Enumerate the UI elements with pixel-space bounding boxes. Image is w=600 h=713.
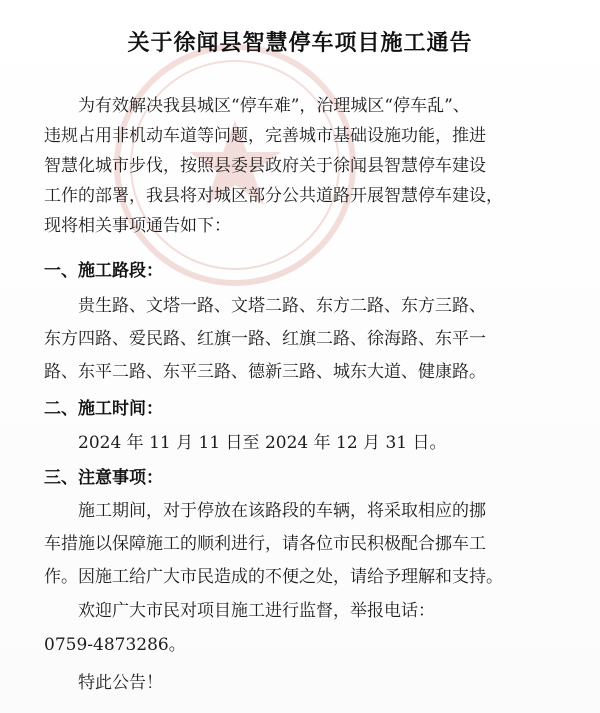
- section-heading-time: 二、施工时间：: [44, 399, 163, 419]
- roads-line: 路、东平二路、东平三路、德新三路、城东大道、健康路。: [44, 362, 486, 382]
- intro-line: 违规占用非机动车道等问题，完善城市基础设施功能，推进: [44, 126, 486, 146]
- section-heading-roads: 一、施工路段：: [44, 261, 163, 281]
- section-heading-notes: 三、注意事项：: [44, 468, 163, 488]
- supervise-line: 欢迎广大市民对项目施工进行监督，举报电话：: [78, 601, 435, 621]
- intro-line: 智慧化城市步伐，按照县委县政府关于徐闻县智慧停车建设: [44, 156, 486, 176]
- intro-line: 为有效解决我县城区“停车难”，治理城区“停车乱”、: [78, 96, 470, 116]
- construction-period: 2024 年 11 月 11 日至 2024 年 12 月 31 日。: [78, 433, 447, 453]
- roads-line: 东方四路、爱民路、红旗一路、红旗二路、徐海路、东平一: [44, 329, 486, 349]
- intro-line: 现将相关事项通告如下：: [44, 216, 231, 236]
- notes-line: 作。因施工给广大市民造成的不便之处，请给予理解和支持。: [44, 567, 503, 587]
- report-phone: 0759-4873286。: [44, 635, 186, 655]
- notes-line: 施工期间，对于停放在该路段的车辆，将采取相应的挪: [78, 501, 486, 521]
- notice-title: 关于徐闻县智慧停车项目施工通告: [127, 31, 473, 56]
- intro-line: 工作的部署，我县将对城区部分公共道路开展智慧停车建设，: [44, 186, 503, 206]
- roads-line: 贵生路、文塔一路、文塔二路、东方二路、东方三路、: [78, 296, 486, 316]
- notes-line: 车措施以保障施工的顺利进行，请各位市民积极配合挪车工: [44, 534, 486, 554]
- closing-text: 特此公告！: [78, 673, 163, 693]
